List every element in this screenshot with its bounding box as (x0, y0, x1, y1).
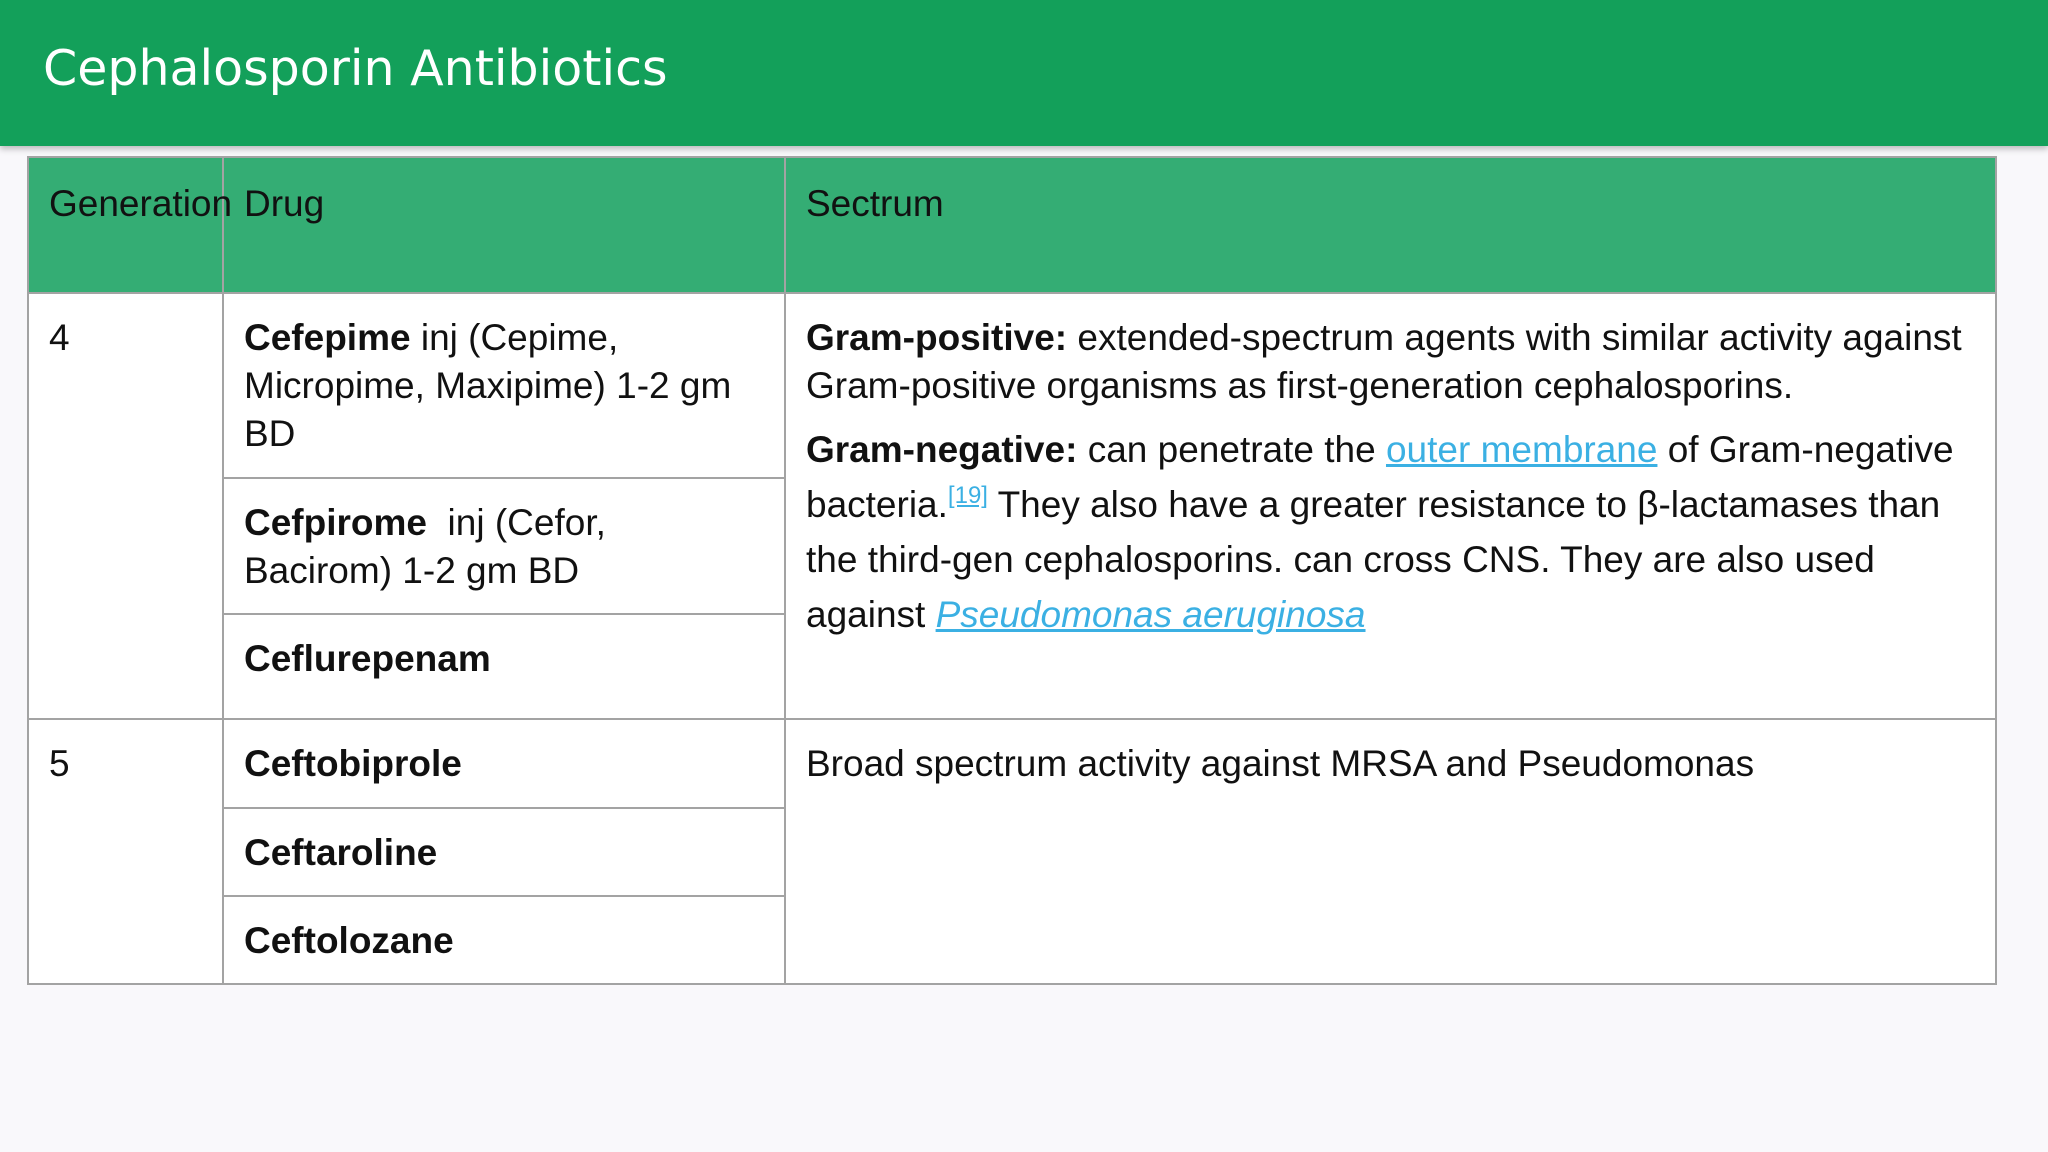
pseudomonas-link[interactable]: Pseudomonas aeruginosa (935, 594, 1366, 635)
outer-membrane-link[interactable]: outer membrane (1385, 429, 1658, 470)
gram-negative-label: Gram-negative: (806, 429, 1078, 470)
drug-name: Ceftolozane (244, 920, 454, 961)
drug-cell (223, 719, 785, 808)
drug-cell (223, 808, 785, 896)
gram-negative-text-3: They also have a greater resistance to β-lactamases than the third-gen cephalosporins. can cross CNS. They are also used against (806, 484, 1941, 635)
gram-negative-text-1: can penetrate the (1077, 429, 1386, 470)
gram-negative-paragraph (806, 422, 1975, 642)
header-drug: Drug (223, 157, 785, 293)
title-bar (0, 0, 2048, 146)
table-header-row (28, 157, 1996, 293)
spectrum-cell: Broad spectrum activity against MRSA and Pseudomonas (785, 719, 1996, 984)
drug-cell (223, 293, 785, 478)
gram-negative-text-2: of Gram-negative bacteria. (806, 429, 1954, 525)
drug-name: Cefpirome (244, 502, 427, 543)
gram-positive-paragraph (806, 314, 1975, 410)
drug-cell (223, 896, 785, 984)
slide-title: Cephalosporin Antibiotics (43, 40, 668, 97)
drug-cell (223, 478, 785, 614)
reference-link[interactable]: [19] (947, 482, 988, 509)
generation-cell: 4 (28, 293, 223, 719)
drug-cell (223, 614, 785, 719)
header-generation: Generation (28, 157, 223, 293)
drug-detail: inj (Cepime, Micropime, Maxipime) 1-2 gm BD (244, 317, 732, 454)
drug-name: Ceflurepenam (244, 638, 491, 679)
generation-cell: 5 (28, 719, 223, 984)
drug-detail: inj (Cefor, Bacirom) 1-2 gm BD (244, 502, 617, 591)
header-spectrum: Sectrum (785, 157, 1996, 293)
drug-name: Ceftaroline (244, 832, 438, 873)
drug-name: Cefepime (244, 317, 411, 358)
spectrum-cell (785, 293, 1996, 719)
gram-positive-text: extended-spectrum agents with similar activity against Gram-positive organisms as first-generation cephalosporins. (806, 317, 1962, 406)
table-row (28, 719, 1996, 808)
cephalosporin-table (27, 156, 1997, 985)
gram-positive-label: Gram-positive: (806, 317, 1068, 358)
table-row (28, 293, 1996, 478)
drug-name: Ceftobiprole (244, 743, 462, 784)
